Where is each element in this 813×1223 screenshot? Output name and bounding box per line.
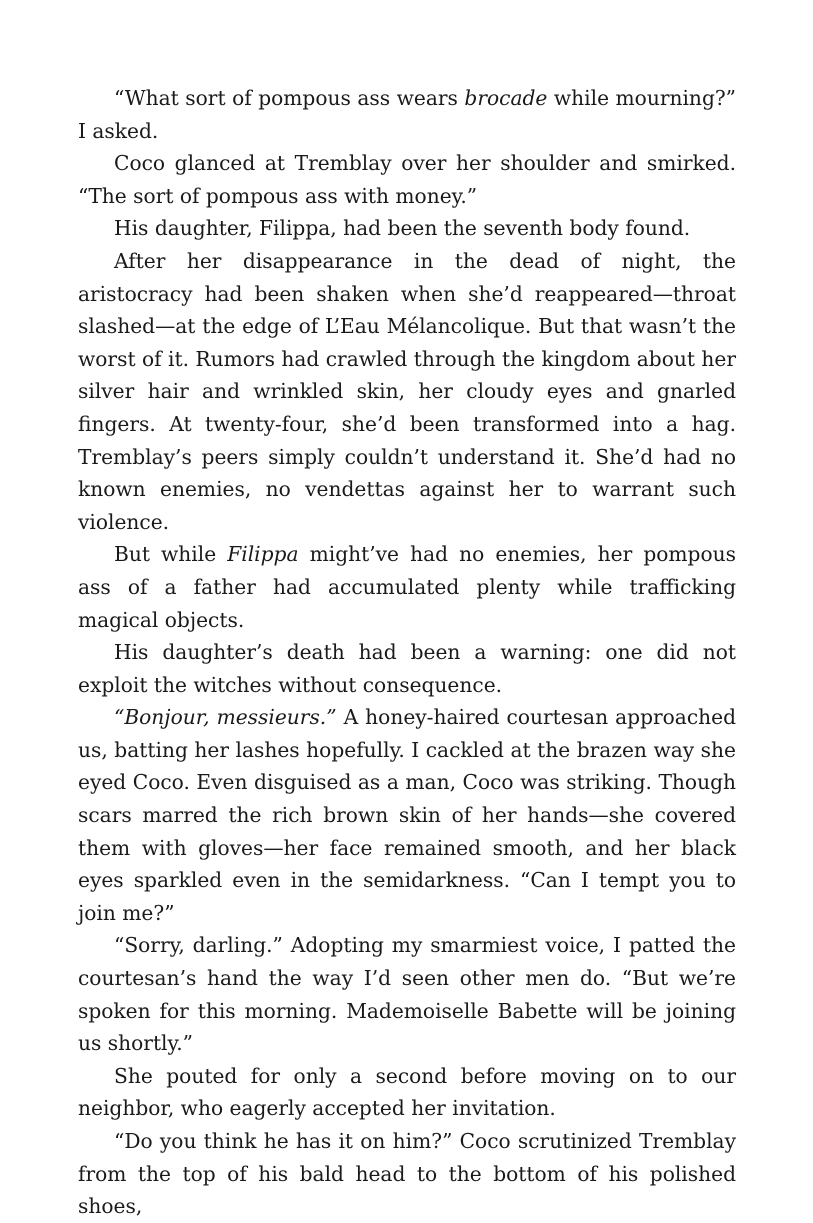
paragraph <box>78 636 736 701</box>
text-run: “Sorry, darling.” Adopting my smarmiest voice, I patted the courtesan’s hand the way I’d seen other men do. “But we’re spoken for this morning. Mademoiselle Babette will be joining us shortly.” <box>78 933 736 1056</box>
italic-name: Filippa <box>227 542 299 567</box>
paragraph <box>78 1060 736 1125</box>
paragraph <box>78 147 736 212</box>
text-run: His daughter’s death had been a warning: one did not exploit the witches without consequence. <box>78 640 736 697</box>
text-run: Coco glanced at Tremblay over her shoulder and smirked. “The sort of pompous ass with money.” <box>78 151 736 208</box>
paragraph <box>78 245 736 538</box>
italic-word: brocade <box>464 86 548 110</box>
paragraph <box>78 929 736 1059</box>
text-run: “What sort of pompous ass wears <box>114 86 465 110</box>
text-run: After her disappearance in the dead of night, the aristocracy had been shaken when she’d reappeared—throat slashed—at the edge of L’Eau Mélancolique. But that wasn’t the worst of it. Rumors had crawled through the kingdom about her silver hair and wrinkled skin, her cloudy eyes and gnarled fingers. At twenty-four, she’d been transformed into a hag. Tremblay’s peers simply couldn’t understand it. She’d had no known enemies, no vendettas against her to warrant such violence. <box>78 248 736 534</box>
book-page <box>78 82 736 1223</box>
paragraph <box>78 1125 736 1223</box>
italic-greeting: “Bonjour, messieurs.” <box>114 705 337 730</box>
text-run: She pouted for only a second before moving on to our neighbor, who eagerly accepted her invitation. <box>78 1063 736 1121</box>
paragraph <box>78 82 736 147</box>
text-run: might’ve had no enemies, her pompous ass of a father had accumulated plenty while trafficking magical objects. <box>78 542 736 632</box>
text-run: But while <box>114 542 228 567</box>
paragraph <box>78 701 736 929</box>
text-run: “Do you think he has it on him?” Coco scrutinized Tremblay from the top of his bald head to the bottom of his polished shoes, <box>78 1129 736 1219</box>
paragraph <box>78 212 736 245</box>
text-run: A honey-haired courtesan approached us, batting her lashes hopefully. I cackled at the brazen way she eyed Coco. Even disguised as a man, Coco was striking. Though scars marred the rich brown skin of her hands—she covered them with gloves—her face remained smooth, and her black eyes sparkled even in the semidarkness. “Can I tempt you to join me?” <box>78 705 737 925</box>
text-run: His daughter, Filippa, had been the seventh body found. <box>114 216 691 241</box>
paragraph <box>78 538 736 636</box>
text-run: while mourning?” I asked. <box>78 86 737 143</box>
